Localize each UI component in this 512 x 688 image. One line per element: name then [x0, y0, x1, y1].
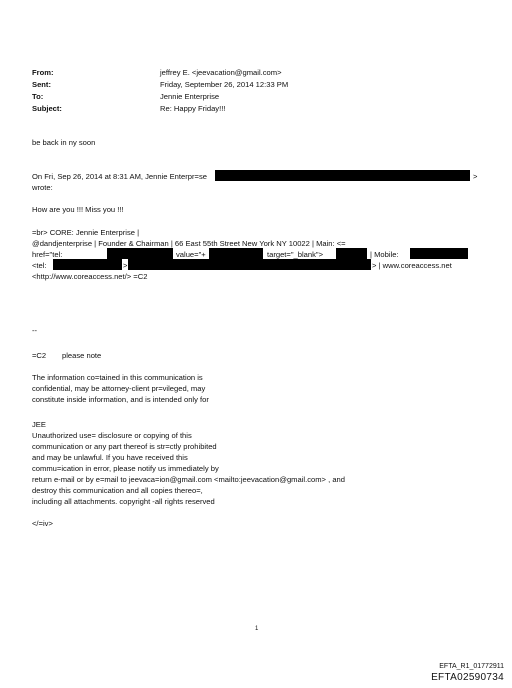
subject-value: Re: Happy Friday!!!	[160, 104, 226, 113]
signature-tel: <tel:	[32, 261, 47, 270]
signature-line-1: =br> CORE: Jennie Enterprise |	[32, 228, 140, 237]
confidentiality-line-3: constitute inside information, and is intended only for	[32, 395, 209, 404]
confidentiality-line-2: confidential, may be attorney-client pr=vileged, may	[32, 384, 206, 393]
redaction-bar	[53, 259, 122, 270]
jee-label: JEE	[32, 420, 46, 429]
signature-line-2: @dandjenterprise | Founder & Chairman | 66 East 55th Street New York NY 10022 | Main: <=	[32, 239, 346, 248]
quote-header-line: On Fri, Sep 26, 2014 at 8:31 AM, Jennie Enterpr=se	[32, 172, 207, 181]
unauthorized-line-5: return e-mail or by e=mail to jeevaca=ion@gmail.com <mailto:jeevacation@gmail.com> , and	[32, 475, 345, 484]
sent-value: Friday, September 26, 2014 12:33 PM	[160, 80, 289, 89]
unauthorized-line-7: including all attachments. copyright -all rights reserved	[32, 497, 215, 506]
signature-value: value="+	[176, 250, 206, 259]
sent-label: Sent:	[32, 80, 51, 89]
note-label: please note	[62, 351, 102, 360]
redaction-bar	[215, 170, 470, 181]
quote-header-wrote: wrote:	[32, 183, 53, 192]
redaction-bar	[107, 248, 173, 259]
unauthorized-line-2: communication or any part thereof is str=ctly prohibited	[32, 442, 217, 451]
page-number: 1	[255, 626, 259, 632]
from-label: From:	[32, 68, 54, 77]
reply-text: be back in ny soon	[32, 138, 96, 147]
redaction-bar	[410, 248, 468, 259]
quote-header-end: >	[473, 172, 478, 181]
redaction-bar	[128, 259, 371, 270]
unauthorized-line-6: destroy this communication and all copies thereo=,	[32, 486, 203, 495]
unauthorized-line-3: and may be unlawful. If you have received this	[32, 453, 188, 462]
from-value: jeffrey E. <jeevacation@gmail.com>	[160, 68, 282, 77]
footer-id-1: EFTA_R1_01772911	[439, 663, 504, 670]
unauthorized-line-4: commu=ication in error, please notify us immediately by	[32, 464, 219, 473]
redaction-bar	[336, 248, 367, 259]
signature-target: target="_blank">	[267, 250, 324, 259]
to-label: To:	[32, 92, 44, 101]
signature-website: > | www.coreaccess.net	[372, 261, 452, 270]
to-value: Jennie Enterprise	[160, 92, 220, 101]
end-tag: </=iv>	[32, 519, 53, 528]
signature-url: <http://www.coreaccess.net/> =C2	[32, 272, 148, 281]
separator-dashes: --	[32, 326, 38, 335]
unauthorized-line-1: Unauthorized use= disclosure or copying of this	[32, 431, 192, 440]
greeting-text: How are you !!! Miss you !!!	[32, 205, 124, 214]
signature-mobile-label: | Mobile:	[370, 250, 399, 259]
footer-id-2: EFTA02590734	[431, 672, 504, 683]
signature-href: href="tel:	[32, 250, 63, 259]
note-code: =C2	[32, 351, 47, 360]
redaction-bar	[209, 248, 263, 259]
confidentiality-line-1: The information co=tained in this communication is	[32, 373, 203, 382]
signature-tel-close: >	[123, 261, 128, 270]
subject-label: Subject:	[32, 104, 62, 113]
